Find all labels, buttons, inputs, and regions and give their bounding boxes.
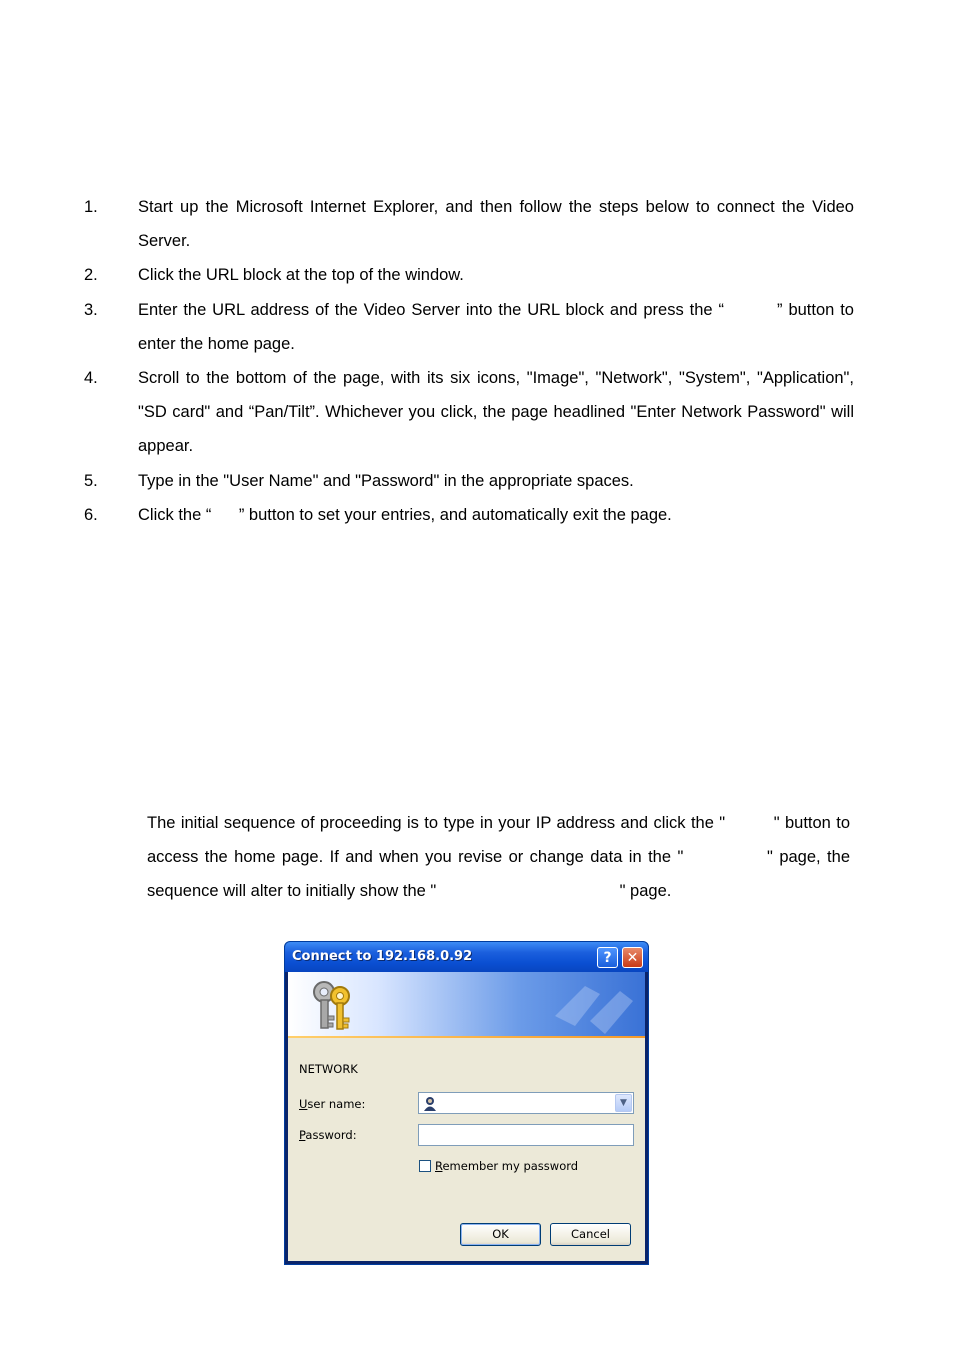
step-item	[84, 464, 854, 498]
close-button[interactable]: ✕	[622, 947, 643, 968]
remember-password-label[interactable]	[435, 1159, 578, 1173]
step-text: Click the URL block at the top of the window.	[138, 266, 464, 285]
step-text: Enter the URL address of the Video Server into the URL block and press the “ ” button to enter the home page.	[138, 300, 859, 353]
password-field[interactable]	[418, 1124, 634, 1146]
step-item	[84, 498, 854, 532]
step-item	[84, 190, 854, 258]
remember-label-text: emember my password	[442, 1159, 579, 1173]
step-number: 2.	[84, 266, 98, 285]
dialog-title: Connect to 192.168.0.92	[292, 949, 473, 964]
login-dialog	[284, 941, 649, 1265]
step-number: 1.	[84, 198, 98, 216]
password-label	[299, 1128, 357, 1142]
remember-password-checkbox[interactable]	[419, 1160, 431, 1172]
username-label-accel: U	[299, 1097, 308, 1111]
username-label-text: ser name:	[307, 1097, 366, 1111]
password-label-text: assword:	[305, 1128, 357, 1142]
password-label-accel: P	[299, 1128, 306, 1142]
step-item	[84, 293, 859, 361]
keys-icon	[306, 978, 358, 1034]
instruction-steps	[84, 190, 859, 532]
dialog-titlebar[interactable]	[285, 942, 648, 972]
step-text: Type in the "User Name" and "Password" in the appropriate spaces.	[138, 471, 634, 490]
remember-label-accel: R	[435, 1159, 443, 1173]
user-icon	[423, 1096, 437, 1111]
cancel-button[interactable]: Cancel	[550, 1223, 631, 1246]
dialog-banner	[288, 972, 645, 1038]
step-number: 4.	[84, 369, 98, 388]
step-number: 6.	[84, 505, 98, 524]
step-item	[84, 361, 854, 464]
note-paragraph: The initial sequence of proceeding is to type in your IP address and click the " " button to access the home page. If and when you revise or change data in the " " page, the sequence will alter to initially show the " " page.	[147, 814, 855, 901]
username-combobox[interactable]	[418, 1092, 634, 1114]
step-number: 3.	[84, 300, 98, 319]
help-button[interactable]: ?	[597, 947, 618, 968]
step-number: 5.	[84, 471, 98, 490]
step-text: Start up the Microsoft Internet Explorer, and then follow the steps below to connect the Video Server.	[138, 198, 854, 251]
step-text: Scroll to the bottom of the page, with its six icons, "Image", "Network", "System", "Application", "SD card" and “Pan/Tilt”. Whichever you click, the page headlined "Enter Network Password" will appear.	[138, 369, 854, 456]
chevron-down-icon[interactable]: ▼	[615, 1094, 632, 1112]
keys-watermark-icon	[545, 976, 635, 1036]
ok-button[interactable]: OK	[460, 1223, 541, 1246]
step-item	[84, 258, 854, 292]
realm-label: NETWORK	[299, 1062, 358, 1076]
dialog-body	[288, 1038, 645, 1261]
step-text: Click the “ ” button to set your entries, and automatically exit the page.	[138, 505, 672, 524]
username-label	[299, 1097, 365, 1111]
